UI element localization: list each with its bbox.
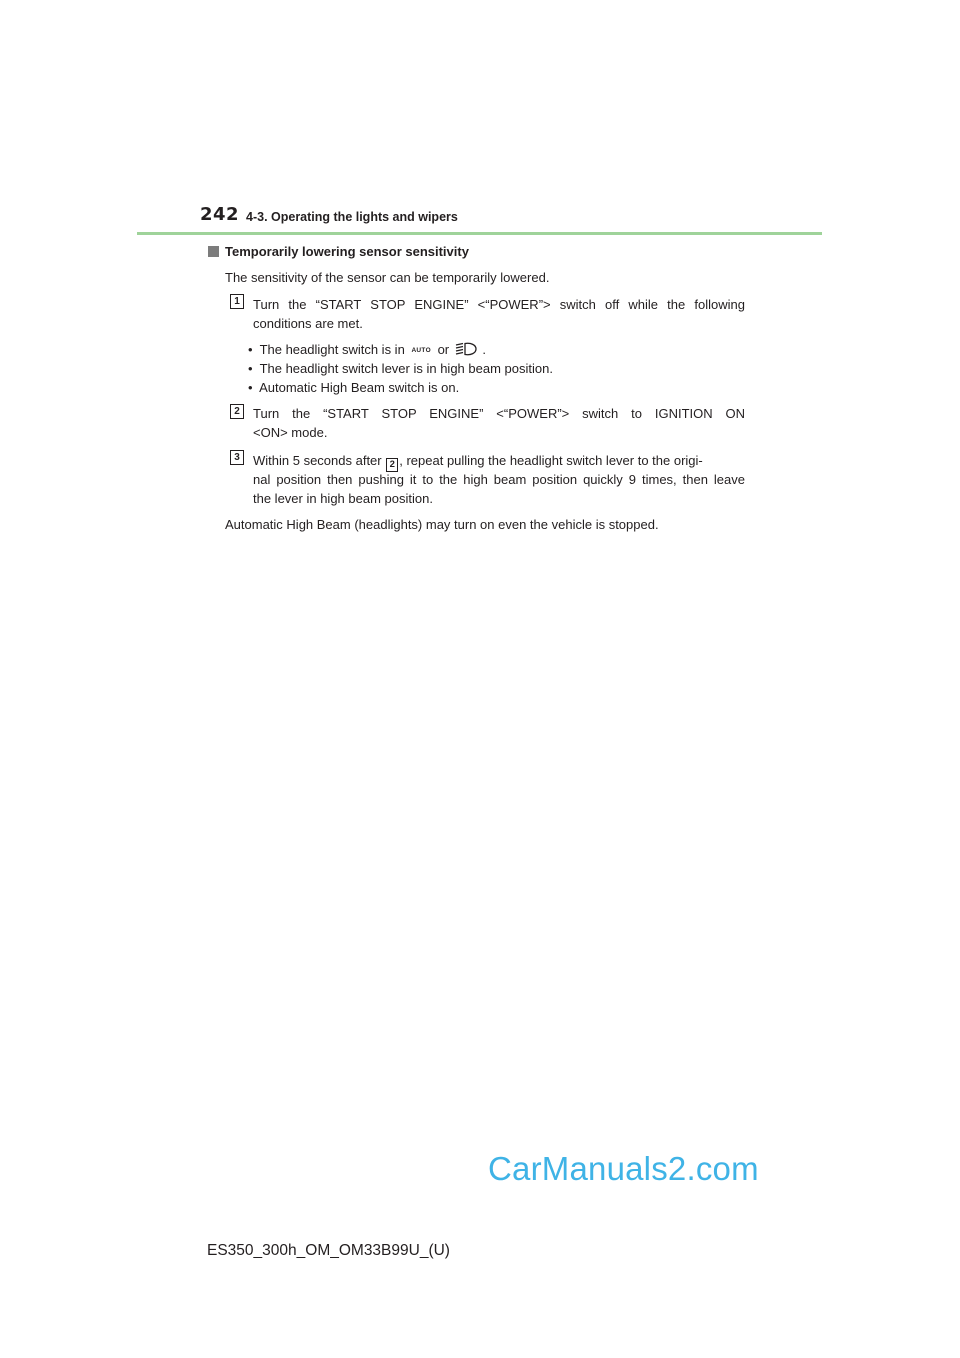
closing-text: Automatic High Beam (headlights) may turn on even the vehicle is stopped. [225,517,659,532]
heading-text: Temporarily lowering sensor sensitivity [225,244,469,259]
step-2-line-2: <ON> mode. [253,425,328,440]
section-heading [208,244,469,259]
footer-code: ES350_300h_OM_OM33B99U_(U) [207,1242,450,1259]
step-ref-badge: 2 [386,458,398,472]
header-rule [137,232,822,235]
bullet-text: or [437,342,450,357]
bullet-dot: • [248,342,253,357]
step-3-text-a: Within 5 seconds after [253,453,382,468]
bullet-item [248,359,553,378]
step-2-badge: 2 [230,404,244,419]
step-1-line-2: conditions are met. [253,316,363,331]
bullet-dot: • [248,380,253,395]
headlight-low-beam-icon [455,342,477,356]
step-3-badge: 3 [230,450,244,465]
intro-text: The sensitivity of the sensor can be temporarily lowered. [225,270,550,285]
step-3-line-1 [253,451,745,472]
section-title: 4-3. Operating the lights and wipers [246,210,458,224]
auto-icon: AUTO [411,347,431,354]
page-number: 242 [200,204,240,225]
step-3-text-b: , repeat pulling the headlight switch lever to the origi- [399,453,703,468]
step-1-line-1: Turn the “START STOP ENGINE” <“POWER”> switch off while the following [253,297,745,312]
bullet-text: The headlight switch is in [259,342,405,357]
step-2-line-1: Turn the “START STOP ENGINE” <“POWER”> switch to IGNITION ON [253,406,745,421]
watermark: CarManuals2.com [488,1150,759,1187]
step-3-line-2: nal position then pushing it to the high beam position quickly 9 times, then leave [253,472,745,487]
bullet-text: . [482,342,486,357]
heading-square-icon [208,246,219,257]
bullet-item [248,340,486,360]
bullet-text: Automatic High Beam switch is on. [259,380,460,395]
bullet-dot: • [248,361,253,376]
step-3-line-3: the lever in high beam position. [253,491,433,506]
step-1-badge: 1 [230,294,244,309]
bullet-text: The headlight switch lever is in high beam position. [259,361,553,376]
bullet-item [248,378,459,397]
